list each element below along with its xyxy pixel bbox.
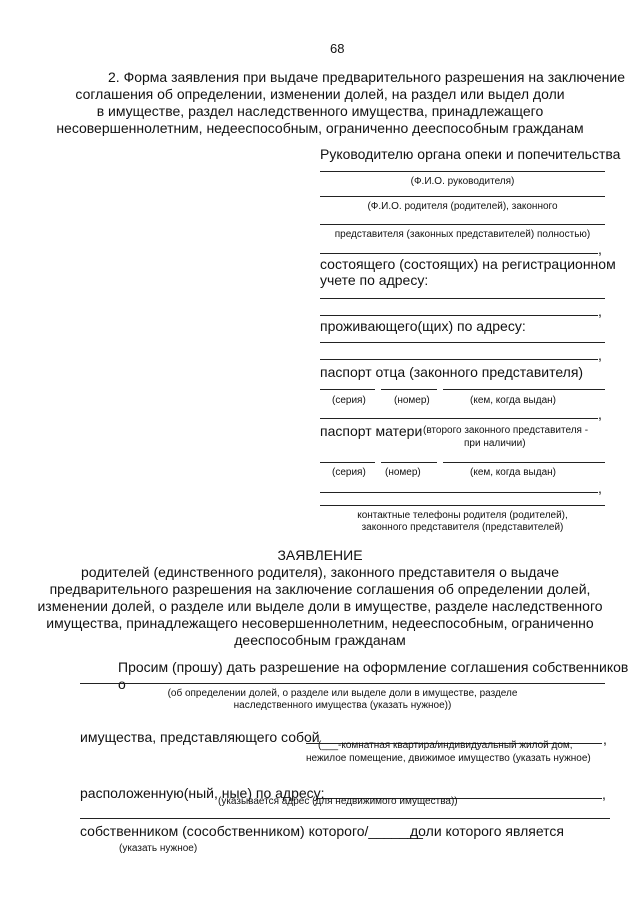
statement-line: дееспособным гражданам [234,632,406,648]
heading-line: соглашения об определении, изменении долей, на раздел или выдел доли [75,86,565,102]
heading-line: 2. Форма заявления при выдаче предварительного разрешения на заключение [108,69,625,85]
father-issued-line[interactable] [443,389,605,390]
property-hint-1: (___-комнатная квартира/индивидуальный жилой дом, [318,740,573,751]
owner-label [80,823,423,840]
share-label: доли которого является [410,823,564,839]
residing-address-line-2[interactable] [320,359,598,360]
owner-blank[interactable]: _______ [368,823,423,839]
location-hint: (указывается адрес (для недвижимого имущества)) [218,796,458,807]
request-text: Просим (прошу) дать разрешение на оформление соглашения собственников о [118,659,629,692]
parent-name-line-2[interactable] [320,224,605,225]
heading-line: несовершеннолетним, недееспособным, ограниченно дееспособным гражданам [56,120,584,136]
father-passport-label: паспорт отца (законного представителя) [320,364,584,380]
parent-name-hint-2: представителя (законных представителей) полностью) [334,229,591,240]
residing-address-line[interactable] [320,342,605,343]
parent-name-line-3[interactable] [320,253,598,254]
registered-label-2: учете по адресу: [320,272,429,288]
request-hint-2: наследственного имущества (указать нужное)) [233,700,452,711]
mother-issued-hint: (кем, когда выдан) [470,467,556,478]
father-passport-line-2[interactable] [320,418,598,419]
mother-passport-hint-1: (второго законного представителя - [423,425,589,436]
mother-series-hint: (серия) [332,467,366,478]
statement-line: предварительного разрешения на заключение соглашения об определении долей, [49,581,591,597]
addressee-title: Руководителю органа опеки и попечительства [320,146,621,162]
owner-hint: (указать нужное) [119,843,198,854]
property-label: имущества, представляющего собой [80,729,320,745]
statement-title: ЗАЯВЛЕНИЕ [277,547,363,563]
registered-address-line-2[interactable] [320,315,598,316]
request-hint-1: (об определении долей, о разделе или выделе доли в имуществе, разделе [167,688,518,699]
head-name-hint: (Ф.И.О. руководителя) [410,176,515,187]
father-issued-hint: (кем, когда выдан) [470,395,556,406]
father-number-hint: (номер) [394,395,430,406]
mother-number-hint: (номер) [385,467,421,478]
location-label: расположенную(ный, ные) по адресу: [80,785,325,801]
mother-issued-line[interactable] [443,462,605,463]
phones-hint-1: контактные телефоны родителя (родителей), [357,510,568,521]
mother-passport-label: паспорт матери [320,423,423,439]
registered-label-1: состоящего (состоящих) на регистрационном [320,256,616,272]
residing-label: проживающего(щих) по адресу: [320,318,526,334]
property-hint-2: нежилое помещение, движимое имущество (указать нужное) [306,753,591,764]
request-line[interactable] [80,683,605,684]
mother-number-line[interactable] [381,462,437,463]
head-name-line[interactable] [320,171,605,172]
page-number: 68 [330,41,345,56]
statement-line: изменении долей, о разделе или выделе доли в имуществе, разделе наследственного [37,598,603,614]
phones-line[interactable] [320,505,605,506]
registered-address-line[interactable] [320,298,605,299]
statement-line: имущества, принадлежащего несовершеннолетним, недееспособным, ограниченно [46,615,594,631]
father-series-line[interactable] [320,389,375,390]
heading-line: в имуществе, раздел наследственного имущества, принадлежащего [96,103,544,119]
mother-series-line[interactable] [320,462,375,463]
phones-hint-2: законного представителя (представителей) [361,522,564,533]
parent-name-line[interactable] [320,196,605,197]
parent-name-hint-1: (Ф.И.О. родителя (родителей), законного [367,201,558,212]
owner-text: собственником (сособственником) которого/ [80,823,369,839]
father-series-hint: (серия) [332,395,366,406]
location-line-2[interactable] [80,818,610,819]
mother-passport-hint-2: при наличии) [464,438,526,449]
father-number-line[interactable] [381,389,437,390]
mother-passport-line-2[interactable] [320,492,598,493]
statement-line: родителей (единственного родителя), законного представителя о выдаче [80,564,559,580]
